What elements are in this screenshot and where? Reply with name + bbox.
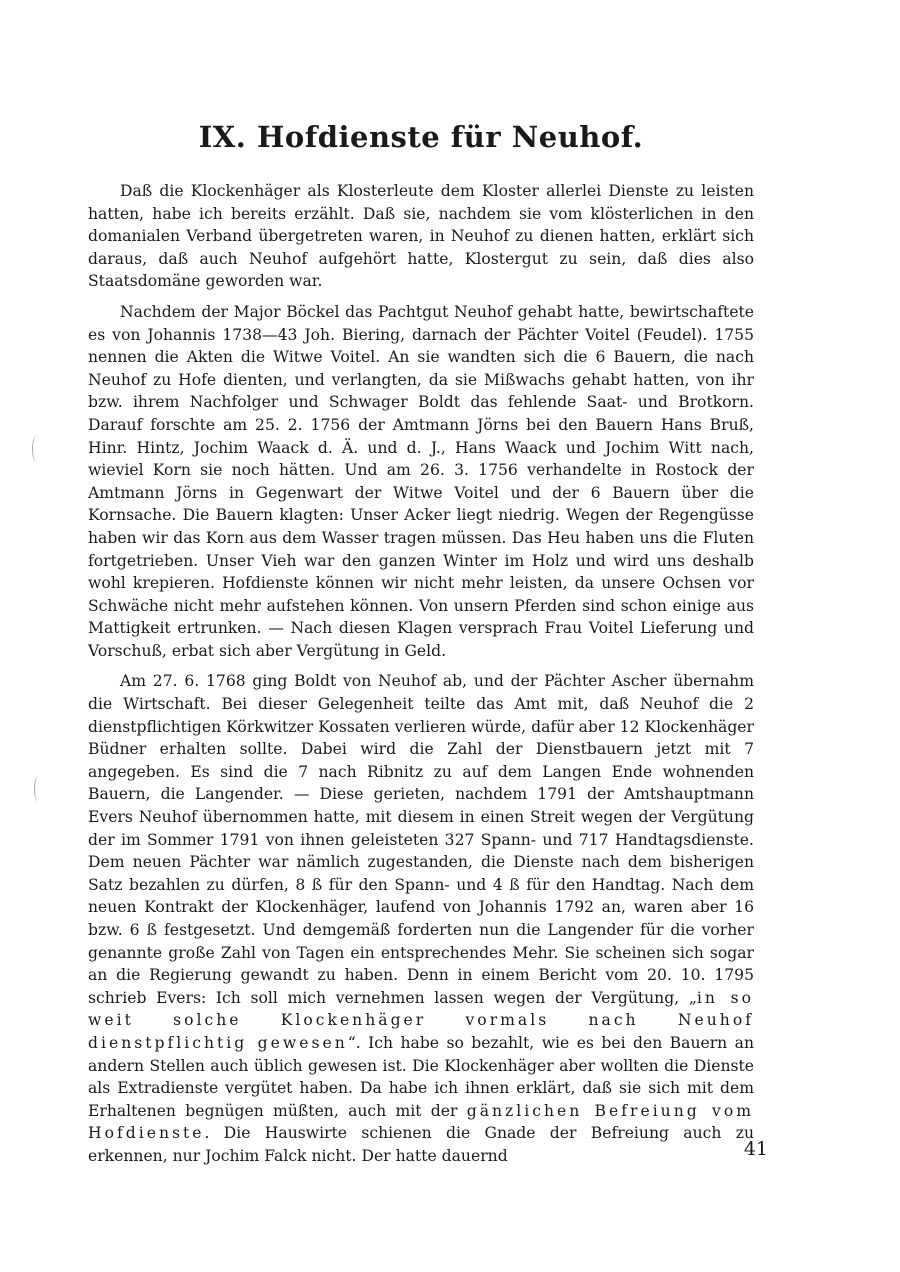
page-number: 41 bbox=[743, 1138, 768, 1160]
quoted-spaced-text: in so weit solche Klockenhäger vormals nach Neuhof dienstpflichtig gewesen bbox=[88, 988, 754, 1052]
paragraph-text: Am 27. 6. 1768 ging Boldt von Neuhof ab, und der Pächter Ascher übernahm die Wirtschaft. Bei dieser Gelegenheit teilte das Amt mit, daß Neuhof die 2 dienstpflichtigen Körkwitzer Kossaten verlieren würde, dafür aber 12 Klockenhäger Büdner erhalten sollte. Dabei wird die Zahl der Dienstbauern jetzt mit 7 angegeben. Es sind die 7 nach Ribnitz zu auf dem Langen Ende wohnenden Bauern, die Langender. — Diese gerieten, nachdem 1791 der Amtshauptmann Evers Neuhof übernommen hatte, mit diesem in einen Streit wegen der Vergütung der im Sommer 1791 von ihnen geleisteten 327 Spann- und 717 Handtagsdienste. Dem neuen Pächter war nämlich zugestanden, die Dienste nach dem bisherigen Satz bezahlen zu dürfen, 8 ß für den Spann- und 4 ß für den Handtag. Nach dem neuen Kontrakt der Klockenhäger, laufend von Johannis 1792 an, waren aber 16 bzw. 6 ß festgesetzt. Und demgemäß forderten nun die Langender für die vorher genannte große Zahl von Tagen ein entsprechendes Mehr. Sie scheinen sich sogar an die Regierung gewandt zu haben. Denn in einem Bericht vom 20. 10. 1795 schrieb Evers: Ich soll mich vernehmen lassen wegen der Vergütung, „ bbox=[88, 672, 754, 1007]
paragraph-text: . Die Hauswirte schienen die Gnade der Befreiung auch zu erkennen, nur Jochim Falck nicht. Der hatte dauernd bbox=[88, 1124, 754, 1165]
chapter-title: IX. Hofdienste für Neuhof. bbox=[198, 120, 644, 154]
paragraph-2 bbox=[88, 301, 754, 663]
scan-margin-mark bbox=[32, 436, 41, 462]
paragraph-text: “. Ich habe so bezahlt, wie es bei den Bauern an andern Stellen auch üblich gewesen ist. Die Klockenhäger aber wollten die Dienste als Extradienste vergütet haben. Da habe ich ihnen erklärt, daß sie sich mit dem Erhaltenen begnügen müßten, auch mit der bbox=[88, 1033, 754, 1120]
scan-margin-mark bbox=[34, 776, 43, 802]
paragraph-text: Nachdem der Major Böckel das Pachtgut Neuhof gehabt hatte, bewirtschaftete es von Johannis 1738—43 Joh. Biering, darnach der Pächter Voitel (Feudel). 1755 nennen die Akten die Witwe Voitel. An sie wandten sich die 6 Bauern, die nach Neuhof zu Hofe dienten, und verlangten, da sie Mißwachs gehabt hatten, von ihr bzw. ihrem Nachfolger und Schwager Boldt das fehlende Saat- und Brotkorn. Darauf forschte am 25. 2. 1756 der Amtmann Jörns bei den Bauern Hans Bruß, Hinr. Hintz, Jochim Waack d. Ä. und d. J., Hans Waack und Jochim Witt nach, wieviel Korn sie noch hätten. Und am 26. 3. 1756 verhandelte in Rostock der Amtmann Jörns in Gegenwart der Witwe Voitel und der 6 Bauern über die Kornsache. Die Bauern klagten: Unser Acker liegt niedrig. Wegen der Regengüsse haben wir das Korn aus dem Wasser tragen müssen. Das Heu haben uns die Fluten fortgetrieben. Unser Vieh war den ganzen Winter im Holz und wird uns deshalb wohl krepieren. Hofdienste können wir nicht mehr leisten, da unsere Ochsen vor Schwäche nicht mehr aufstehen können. Von unsern Pferden sind schon einige aus Mattigkeit ertrunken. — Nach diesen Klagen versprach Frau Voitel Lieferung und Vorschuß, erbat sich aber Vergütung in Geld. bbox=[88, 302, 754, 660]
paragraph-3 bbox=[88, 670, 754, 1167]
paragraph-1 bbox=[88, 180, 754, 293]
emphasized-spaced-text: gänzlichen Befreiung vom Hofdienste bbox=[88, 1101, 755, 1143]
paragraph-text: Daß die Klockenhäger als Klosterleute dem Kloster allerlei Dienste zu leisten hatten, habe ich bereits erzählt. Daß sie, nachdem sie vom klösterlichen in den domanialen Verband übergetreten waren, in Neuhof zu dienen hatten, erklärt sich daraus, daß auch Neuhof aufgehört hatte, Klostergut zu sein, daß dies also Staatsdomäne geworden war. bbox=[88, 182, 754, 291]
document-page bbox=[88, 118, 754, 1176]
